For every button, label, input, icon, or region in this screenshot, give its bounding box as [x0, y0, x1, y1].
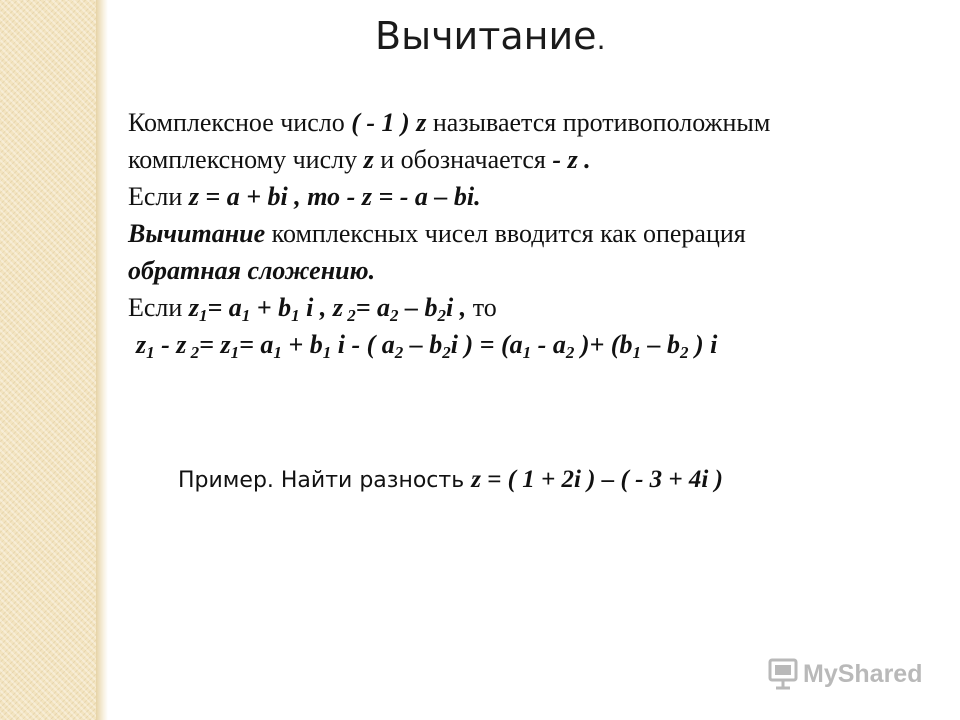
text-span: то — [472, 293, 497, 322]
text-span: и обозначается — [373, 145, 553, 174]
decorative-side-stripe — [0, 0, 96, 720]
slide-title — [375, 14, 605, 58]
math-part: )+ (b — [574, 330, 633, 359]
math-part: i - ( a — [331, 330, 395, 359]
text-span: Комплексное число — [128, 108, 352, 137]
subscript: 2 — [390, 306, 399, 325]
math-part: - a — [531, 330, 566, 359]
math-part: – b — [403, 330, 443, 359]
text-span: Если — [128, 293, 189, 322]
math-span: z = a + bi , то - z = - a – bi. — [188, 182, 481, 211]
math-span: z — [363, 145, 374, 174]
math-part: i ) = (a — [450, 330, 523, 359]
math-part: z — [136, 330, 147, 359]
watermark — [768, 658, 922, 690]
subscript: 1 — [230, 343, 240, 362]
math-part: = a — [239, 330, 274, 359]
watermark-text: MyShared — [803, 659, 923, 688]
subscript: 1 — [291, 306, 300, 325]
math-part: = a — [355, 293, 391, 322]
term-span: Вычитание — [128, 219, 266, 248]
math-span — [188, 293, 473, 325]
line-6 — [128, 289, 938, 326]
subscript: 1 — [522, 343, 532, 362]
math-part: – b — [398, 293, 438, 322]
math-part: i , — [446, 293, 473, 322]
subscript: 2 — [442, 343, 451, 362]
math-span: - z . — [552, 145, 591, 174]
math-part: ) i — [688, 330, 718, 359]
presentation-screen-icon — [768, 658, 798, 690]
math-part: = z — [199, 330, 231, 359]
side-stripe-edge — [96, 0, 108, 720]
math-part: i , z — [299, 293, 343, 322]
subscript: 2 — [394, 343, 404, 362]
example-expression: z = ( 1 + 2i ) – ( - 3 + 4i ) — [471, 466, 723, 493]
title-dot: . — [596, 23, 606, 56]
subscript: 1 — [273, 343, 282, 362]
subscript: 1 — [241, 306, 251, 325]
title-text: Вычитание — [375, 14, 597, 58]
subtraction-formula — [128, 326, 938, 363]
math-part: + b — [281, 330, 323, 359]
math-part: = a — [207, 293, 242, 322]
math-part: z — [188, 293, 199, 322]
math-part: – b — [640, 330, 680, 359]
term-span: обратная сложению. — [128, 256, 376, 285]
math-part: - z — [154, 330, 187, 359]
text-span: комплексных чисел вводится как операция — [265, 219, 746, 248]
line-1 — [128, 104, 938, 141]
text-span: комплексному числу — [128, 145, 364, 174]
math-span: ( - 1 ) z — [351, 108, 427, 137]
example-label: Пример. Найти разность — [178, 468, 472, 493]
subscript: 2 — [565, 343, 575, 362]
example-problem — [178, 466, 723, 494]
math-part: + b — [250, 293, 292, 322]
subscript: 1 — [198, 306, 208, 325]
subscript: 2 — [342, 306, 356, 325]
subscript: 1 — [632, 343, 641, 362]
subscript: 2 — [679, 343, 689, 362]
subscript: 1 — [146, 343, 155, 362]
line-5 — [128, 252, 938, 289]
subscript: 2 — [437, 306, 447, 325]
subscript: 1 — [322, 343, 332, 362]
definition-text — [128, 104, 938, 363]
text-span: Если — [128, 182, 189, 211]
line-4 — [128, 215, 938, 252]
line-2 — [128, 141, 938, 178]
text-span: называется противоположным — [426, 108, 771, 137]
line-3 — [128, 178, 938, 215]
subscript: 2 — [186, 343, 200, 362]
